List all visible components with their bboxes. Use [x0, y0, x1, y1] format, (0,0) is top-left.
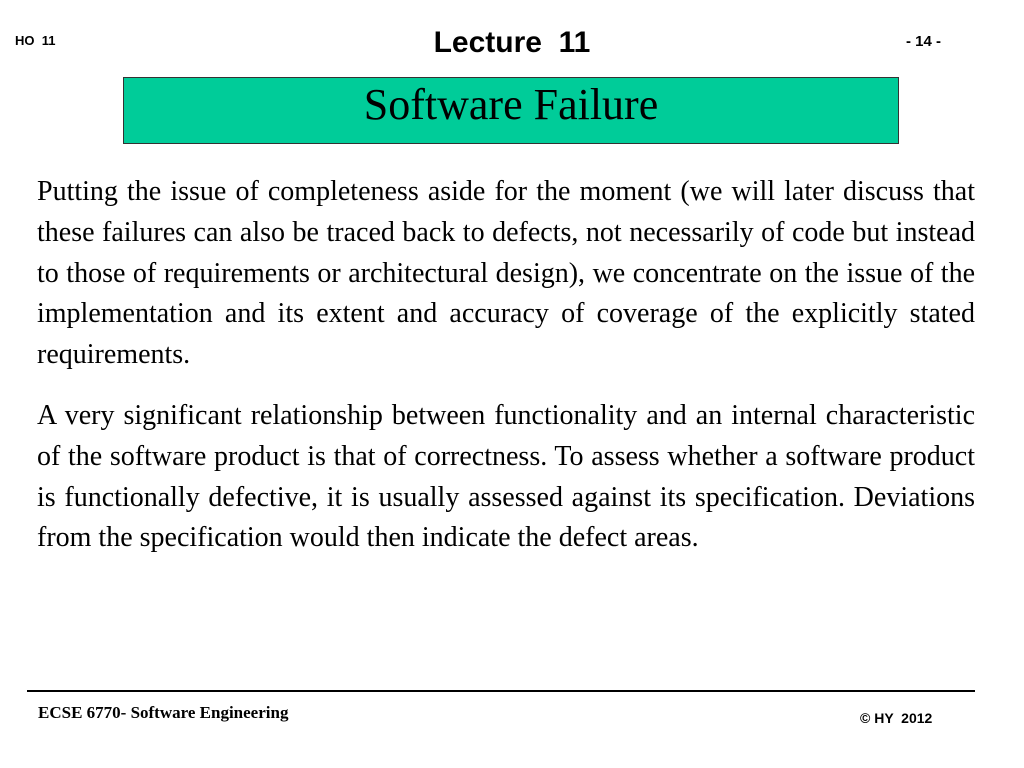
slide-body [37, 172, 975, 559]
body-paragraph-2: A very significant relationship between functionality and an internal characteristic of the software product is that of correctness. To assess whether a software product is functionally defective, it is usually assessed against its specification. Deviations from the specification would then indicate the defect areas. [37, 399, 975, 554]
footer-copyright: © HY 2012 [860, 710, 933, 726]
page-number: - 14 - [906, 33, 942, 50]
slide-title-box [123, 77, 899, 144]
footer-course-name: ECSE 6770- Software Engineering [38, 703, 289, 722]
lecture-title: Lecture 11 [433, 26, 591, 59]
slide-title: Software Failure [363, 80, 659, 129]
handout-label: HO 11 [15, 33, 56, 48]
footer-divider [27, 690, 975, 692]
body-paragraph-1: Putting the issue of completeness aside for the moment (we will later discuss that these failures can also be traced back to defects, not necessarily of code but instead to those of requirements or architectural design), we concentrate on the issue of the implementation and its extent and accuracy of coverage of the explicitly stated requirements. [37, 176, 975, 371]
